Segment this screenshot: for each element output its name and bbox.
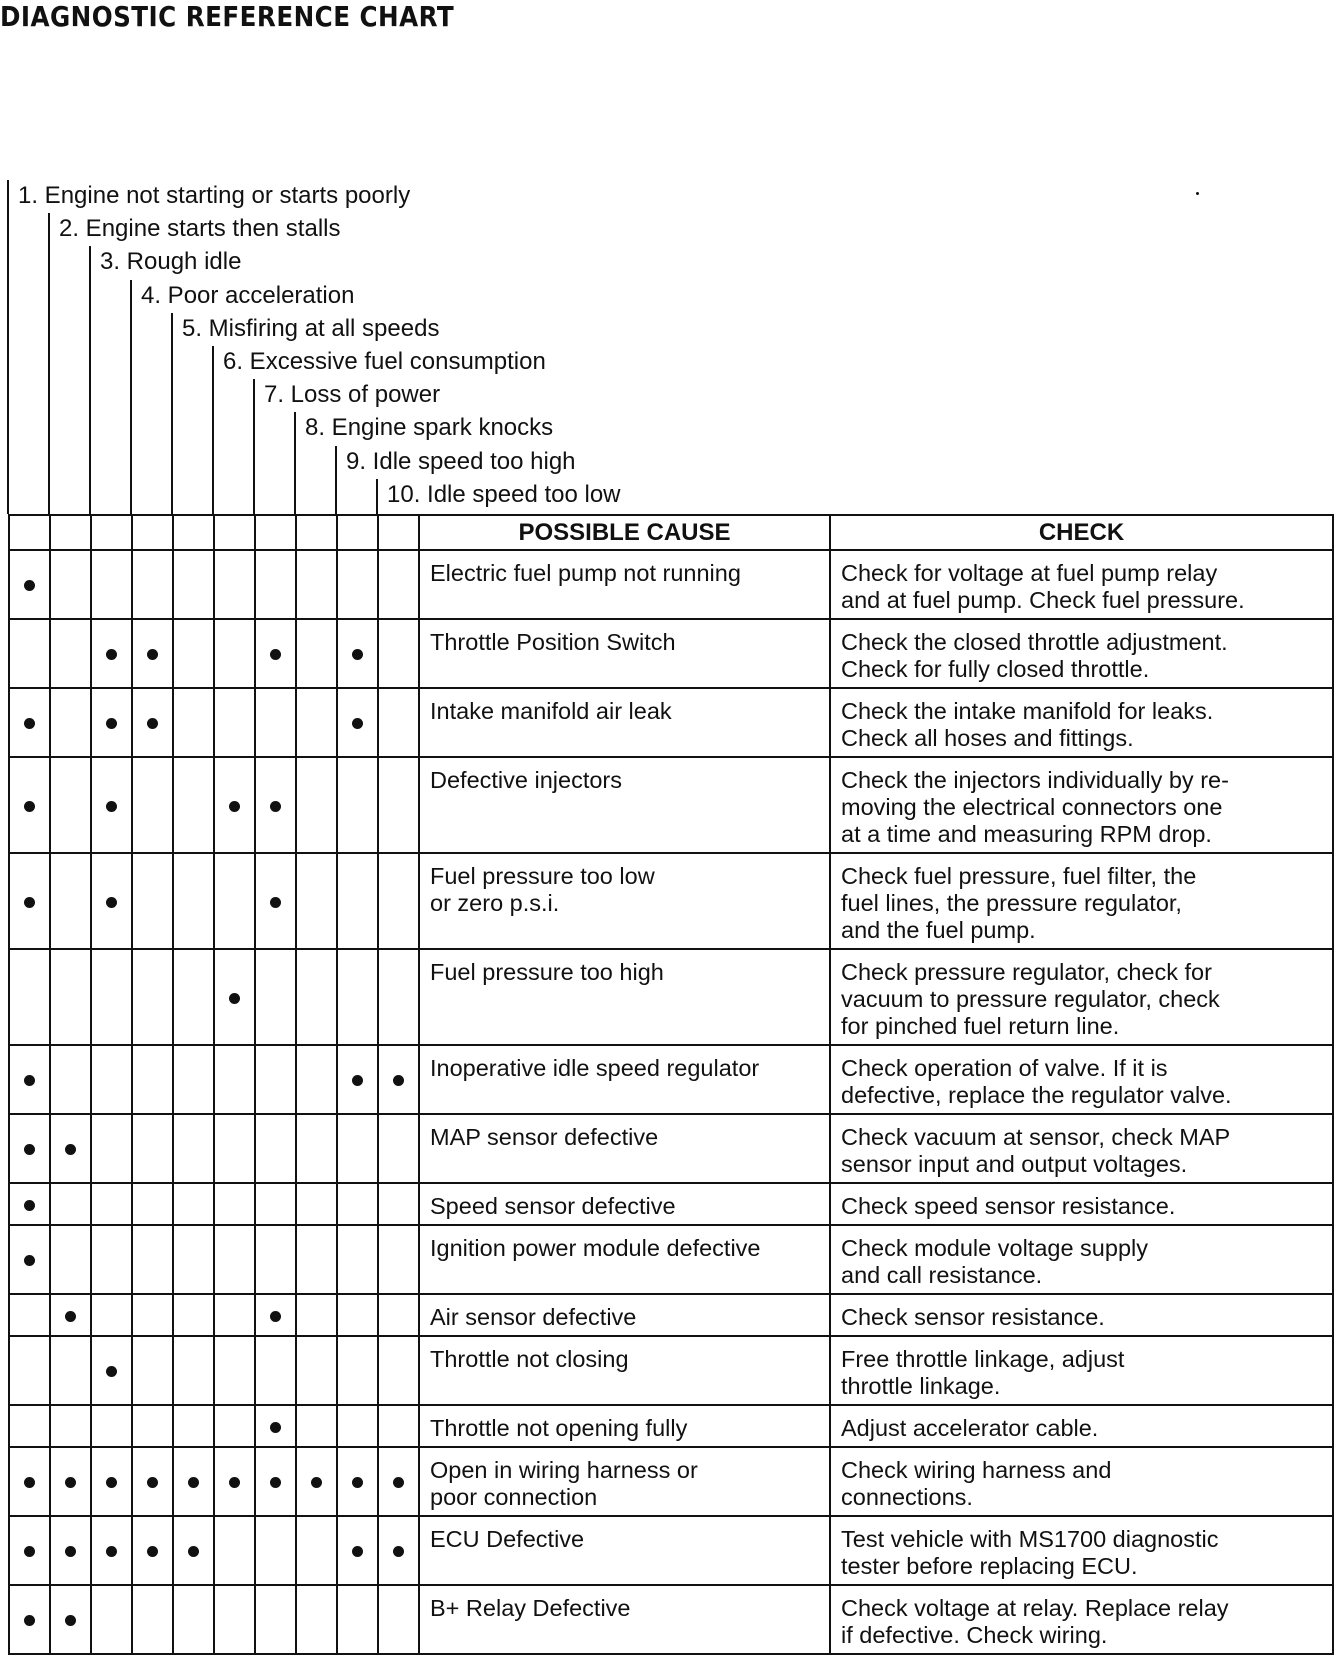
symptom-label: 4. Poor acceleration	[141, 281, 355, 309]
bullet-mark	[65, 1546, 76, 1557]
symptom-cell	[296, 550, 337, 619]
bullet-mark	[393, 1075, 404, 1086]
symptom-cell	[378, 1585, 419, 1654]
table-row	[9, 1336, 1333, 1405]
symptom-header-cell	[91, 515, 132, 550]
symptom-cell	[173, 1294, 214, 1336]
symptom-cell	[173, 757, 214, 853]
check-cell: Check speed sensor resistance.	[830, 1183, 1333, 1225]
symptom-column-rule	[171, 313, 173, 514]
symptom-cell	[173, 1447, 214, 1516]
symptom-cell	[337, 949, 378, 1045]
symptom-cell	[214, 1183, 255, 1225]
symptom-cell	[296, 1447, 337, 1516]
table-row	[9, 1516, 1333, 1585]
symptom-cell	[337, 688, 378, 757]
symptom-cell	[132, 1585, 173, 1654]
symptom-cell	[173, 949, 214, 1045]
symptom-cell	[91, 757, 132, 853]
bullet-mark	[24, 1477, 35, 1488]
symptom-cell	[9, 550, 50, 619]
symptom-cell	[337, 1183, 378, 1225]
symptom-cell	[255, 949, 296, 1045]
symptom-cell	[132, 550, 173, 619]
bullet-mark	[24, 1075, 35, 1086]
symptom-cell	[255, 1336, 296, 1405]
symptom-label: 9. Idle speed too high	[346, 447, 576, 475]
check-cell: Check the closed throttle adjustment. Check for fully closed throttle.	[830, 619, 1333, 688]
symptom-header-cell	[378, 515, 419, 550]
symptom-cell	[173, 1183, 214, 1225]
symptom-cell	[378, 550, 419, 619]
symptom-cell	[214, 1114, 255, 1183]
check-cell: Adjust accelerator cable.	[830, 1405, 1333, 1447]
bullet-mark	[352, 1477, 363, 1488]
symptom-column-rule	[376, 479, 378, 514]
possible-cause-cell: Throttle Position Switch	[419, 619, 830, 688]
symptom-cell	[378, 1336, 419, 1405]
symptom-cell	[337, 1294, 378, 1336]
symptom-cell	[91, 550, 132, 619]
possible-cause-cell: Fuel pressure too high	[419, 949, 830, 1045]
bullet-mark	[24, 1144, 35, 1155]
bullet-mark	[229, 801, 240, 812]
symptom-cell	[9, 688, 50, 757]
symptom-cell	[91, 949, 132, 1045]
symptom-column-rule	[294, 412, 296, 514]
possible-cause-cell: Throttle not closing	[419, 1336, 830, 1405]
symptom-cell	[9, 949, 50, 1045]
table-row	[9, 1447, 1333, 1516]
table-row	[9, 550, 1333, 619]
symptom-cell	[50, 949, 91, 1045]
symptom-cell	[296, 757, 337, 853]
symptom-cell	[296, 1336, 337, 1405]
symptom-cell	[91, 619, 132, 688]
symptom-header-cell	[173, 515, 214, 550]
bullet-mark	[352, 1075, 363, 1086]
symptom-cell	[9, 853, 50, 949]
bullet-mark	[24, 580, 35, 591]
bullet-mark	[270, 1422, 281, 1433]
table-header-row	[9, 515, 1333, 550]
symptom-cell	[132, 1045, 173, 1114]
symptom-cell	[255, 688, 296, 757]
bullet-mark	[270, 897, 281, 908]
bullet-mark	[147, 1477, 158, 1488]
bullet-mark	[147, 1546, 158, 1557]
bullet-mark	[24, 1200, 35, 1211]
symptom-cell	[132, 1447, 173, 1516]
symptom-cell	[132, 1114, 173, 1183]
symptom-cell	[9, 1447, 50, 1516]
symptom-cell	[9, 1585, 50, 1654]
symptom-cell	[9, 1405, 50, 1447]
symptom-cell	[91, 1114, 132, 1183]
symptom-cell	[214, 949, 255, 1045]
symptom-cell	[378, 949, 419, 1045]
bullet-mark	[188, 1477, 199, 1488]
symptom-cell	[50, 1114, 91, 1183]
symptom-cell	[132, 853, 173, 949]
symptom-label: 10. Idle speed too low	[387, 480, 621, 508]
symptom-cell	[173, 1585, 214, 1654]
symptom-cell	[337, 757, 378, 853]
check-cell: Check vacuum at sensor, check MAP sensor input and output voltages.	[830, 1114, 1333, 1183]
bullet-mark	[24, 1546, 35, 1557]
symptom-cell	[173, 1516, 214, 1585]
symptom-cell	[173, 619, 214, 688]
symptom-cell	[214, 619, 255, 688]
symptom-cell	[9, 1045, 50, 1114]
symptom-header-cell	[296, 515, 337, 550]
symptom-cell	[214, 1336, 255, 1405]
symptom-cell	[91, 1045, 132, 1114]
symptom-cell	[9, 1516, 50, 1585]
symptom-header-cell	[214, 515, 255, 550]
symptom-cell	[296, 688, 337, 757]
possible-cause-cell: Inoperative idle speed regulator	[419, 1045, 830, 1114]
diagnostic-table	[8, 514, 1334, 1655]
symptom-cell	[9, 1183, 50, 1225]
symptom-cell	[296, 1585, 337, 1654]
symptom-cell	[337, 1405, 378, 1447]
symptom-cell	[337, 853, 378, 949]
table-row	[9, 1585, 1333, 1654]
symptom-cell	[214, 1294, 255, 1336]
bullet-mark	[188, 1546, 199, 1557]
bullet-mark	[393, 1546, 404, 1557]
symptom-cell	[214, 1585, 255, 1654]
symptom-cell	[50, 1585, 91, 1654]
symptom-column-rule	[212, 346, 214, 514]
symptom-cell	[173, 688, 214, 757]
symptom-cell	[173, 1336, 214, 1405]
symptom-cell	[9, 1336, 50, 1405]
symptom-cell	[50, 1405, 91, 1447]
symptom-cell	[214, 1045, 255, 1114]
symptom-cell	[91, 688, 132, 757]
possible-cause-cell: ECU Defective	[419, 1516, 830, 1585]
symptom-cell	[255, 1225, 296, 1294]
symptom-column-rule	[48, 213, 50, 514]
symptom-cell	[132, 619, 173, 688]
symptom-cell	[296, 949, 337, 1045]
symptom-cell	[255, 550, 296, 619]
bullet-mark	[24, 718, 35, 729]
symptom-cell	[337, 1114, 378, 1183]
symptom-cell	[378, 1294, 419, 1336]
page-title: DIAGNOSTIC REFERENCE CHART	[0, 0, 455, 33]
possible-cause-cell: Open in wiring harness or poor connection	[419, 1447, 830, 1516]
bullet-mark	[65, 1615, 76, 1626]
check-cell: Check the injectors individually by re- moving the electrical connectors one at a time and measuring RPM drop.	[830, 757, 1333, 853]
bullet-mark	[24, 1615, 35, 1626]
check-cell: Check operation of valve. If it is defective, replace the regulator valve.	[830, 1045, 1333, 1114]
symptom-cell	[337, 1585, 378, 1654]
bullet-mark	[270, 801, 281, 812]
symptom-cell	[214, 1447, 255, 1516]
table-row	[9, 1045, 1333, 1114]
symptom-cell	[378, 1516, 419, 1585]
symptom-cell	[173, 1045, 214, 1114]
symptom-label: 2. Engine starts then stalls	[59, 215, 341, 243]
symptom-cell	[91, 1447, 132, 1516]
symptom-cell	[132, 949, 173, 1045]
bullet-mark	[24, 801, 35, 812]
symptom-cell	[9, 619, 50, 688]
symptom-cell	[9, 1114, 50, 1183]
symptom-cell	[173, 1225, 214, 1294]
symptom-cell	[255, 757, 296, 853]
bullet-mark	[106, 1366, 117, 1377]
symptom-cell	[337, 550, 378, 619]
possible-cause-cell: Fuel pressure too low or zero p.s.i.	[419, 853, 830, 949]
symptom-label: 6. Excessive fuel consumption	[223, 348, 546, 375]
possible-cause-cell: Speed sensor defective	[419, 1183, 830, 1225]
symptom-cell	[173, 1405, 214, 1447]
symptom-cell	[255, 1585, 296, 1654]
bullet-mark	[106, 1477, 117, 1488]
check-cell: Check for voltage at fuel pump relay and at fuel pump. Check fuel pressure.	[830, 550, 1333, 619]
bullet-mark	[106, 649, 117, 660]
bullet-mark	[229, 1477, 240, 1488]
symptom-cell	[91, 1336, 132, 1405]
symptom-cell	[132, 1405, 173, 1447]
bullet-mark	[229, 993, 240, 1004]
symptom-cell	[255, 1183, 296, 1225]
symptom-cell	[132, 1183, 173, 1225]
symptom-cell	[296, 1405, 337, 1447]
table-row	[9, 1225, 1333, 1294]
symptom-cell	[337, 1516, 378, 1585]
symptom-column-rule	[335, 446, 337, 514]
symptom-cell	[50, 757, 91, 853]
symptom-header-cell	[255, 515, 296, 550]
symptom-cell	[214, 688, 255, 757]
symptom-column-rule	[130, 280, 132, 514]
symptom-cell	[378, 1447, 419, 1516]
symptom-header-cell	[9, 515, 50, 550]
symptom-cell	[132, 1516, 173, 1585]
bullet-mark	[270, 1477, 281, 1488]
symptom-column-rule	[7, 180, 9, 514]
symptom-cell	[296, 853, 337, 949]
symptom-cell	[255, 1294, 296, 1336]
symptom-header-cell	[132, 515, 173, 550]
bullet-mark	[65, 1144, 76, 1155]
bullet-mark	[270, 1311, 281, 1322]
symptom-cell	[50, 619, 91, 688]
symptom-cell	[132, 1336, 173, 1405]
bullet-mark	[147, 718, 158, 729]
bullet-mark	[311, 1477, 322, 1488]
symptom-cell	[214, 757, 255, 853]
possible-cause-cell: Air sensor defective	[419, 1294, 830, 1336]
symptom-label: 5. Misfiring at all speeds	[182, 314, 440, 342]
symptom-cell	[378, 1114, 419, 1183]
symptom-cell	[91, 1585, 132, 1654]
symptom-label: 1. Engine not starting or starts poorly	[18, 182, 411, 209]
symptom-label: 7. Loss of power	[264, 381, 441, 409]
symptom-cell	[378, 1225, 419, 1294]
possible-cause-cell: MAP sensor defective	[419, 1114, 830, 1183]
symptom-cell	[378, 619, 419, 688]
symptom-cell	[214, 550, 255, 619]
symptom-cell	[296, 1516, 337, 1585]
symptom-label: 3. Rough idle	[100, 248, 242, 276]
bullet-mark	[106, 897, 117, 908]
symptom-column-rule	[253, 379, 255, 514]
bullet-mark	[147, 649, 158, 660]
symptom-cell	[214, 1516, 255, 1585]
stray-mark	[1196, 192, 1199, 195]
symptom-cell	[50, 1183, 91, 1225]
bullet-mark	[106, 718, 117, 729]
symptom-cell	[255, 1516, 296, 1585]
bullet-mark	[65, 1477, 76, 1488]
symptom-cell	[296, 1225, 337, 1294]
check-cell: Check the intake manifold for leaks. Check all hoses and fittings.	[830, 688, 1333, 757]
check-cell: Check pressure regulator, check for vacuum to pressure regulator, check for pinched fuel return line.	[830, 949, 1333, 1045]
symptom-cell	[173, 853, 214, 949]
check-cell: Check sensor resistance.	[830, 1294, 1333, 1336]
check-cell: Free throttle linkage, adjust throttle linkage.	[830, 1336, 1333, 1405]
symptom-cell	[91, 1294, 132, 1336]
table-row	[9, 853, 1333, 949]
symptom-cell	[132, 1225, 173, 1294]
symptom-label: 8. Engine spark knocks	[305, 414, 554, 442]
symptom-cell	[50, 1294, 91, 1336]
symptom-cell	[91, 853, 132, 949]
symptom-cell	[50, 550, 91, 619]
symptom-cell	[255, 853, 296, 949]
symptom-cell	[296, 1114, 337, 1183]
symptom-cell	[378, 688, 419, 757]
symptom-cell	[378, 853, 419, 949]
table-row	[9, 1294, 1333, 1336]
table-row	[9, 1183, 1333, 1225]
symptom-cell	[378, 1183, 419, 1225]
symptom-cell	[91, 1183, 132, 1225]
symptom-cell	[132, 688, 173, 757]
symptom-cell	[9, 1225, 50, 1294]
check-header: CHECK	[830, 515, 1333, 550]
check-cell: Check voltage at relay. Replace relay if defective. Check wiring.	[830, 1585, 1333, 1654]
symptom-cell	[50, 688, 91, 757]
possible-cause-cell: Throttle not opening fully	[419, 1405, 830, 1447]
possible-cause-cell: Defective injectors	[419, 757, 830, 853]
symptom-cell	[378, 1405, 419, 1447]
symptom-cell	[337, 619, 378, 688]
bullet-mark	[352, 718, 363, 729]
symptom-cell	[296, 1045, 337, 1114]
symptom-cell	[91, 1516, 132, 1585]
symptom-cell	[50, 853, 91, 949]
symptom-cell	[337, 1045, 378, 1114]
symptom-cell	[214, 853, 255, 949]
table-row	[9, 949, 1333, 1045]
symptom-cell	[214, 1405, 255, 1447]
symptom-cell	[91, 1225, 132, 1294]
symptom-cell	[132, 1294, 173, 1336]
bullet-mark	[106, 1546, 117, 1557]
symptom-cell	[255, 1405, 296, 1447]
bullet-mark	[106, 801, 117, 812]
bullet-mark	[24, 1255, 35, 1266]
symptom-cell	[296, 619, 337, 688]
bullet-mark	[65, 1311, 76, 1322]
possible-cause-cell: B+ Relay Defective	[419, 1585, 830, 1654]
check-cell: Test vehicle with MS1700 diagnostic tester before replacing ECU.	[830, 1516, 1333, 1585]
symptom-header-cell	[50, 515, 91, 550]
symptom-cell	[173, 1114, 214, 1183]
check-cell: Check module voltage supply and call resistance.	[830, 1225, 1333, 1294]
bullet-mark	[270, 649, 281, 660]
symptom-cell	[50, 1516, 91, 1585]
symptom-cell	[132, 757, 173, 853]
symptom-cell	[9, 757, 50, 853]
symptom-cell	[9, 1294, 50, 1336]
bullet-mark	[24, 897, 35, 908]
table-row	[9, 619, 1333, 688]
symptom-cell	[337, 1336, 378, 1405]
table-row	[9, 1405, 1333, 1447]
symptom-cell	[214, 1225, 255, 1294]
symptom-cell	[255, 1114, 296, 1183]
symptom-cell	[296, 1183, 337, 1225]
symptom-cell	[91, 1405, 132, 1447]
check-cell: Check wiring harness and connections.	[830, 1447, 1333, 1516]
possible-cause-cell: Intake manifold air leak	[419, 688, 830, 757]
bullet-mark	[352, 649, 363, 660]
symptom-cell	[378, 757, 419, 853]
symptom-cell	[50, 1045, 91, 1114]
symptom-cell	[337, 1447, 378, 1516]
possible-cause-header: POSSIBLE CAUSE	[419, 515, 830, 550]
bullet-mark	[393, 1477, 404, 1488]
symptom-cell	[255, 1045, 296, 1114]
symptom-cell	[255, 619, 296, 688]
symptom-cell	[50, 1336, 91, 1405]
symptom-cell	[296, 1294, 337, 1336]
bullet-mark	[352, 1546, 363, 1557]
symptom-header-cell	[337, 515, 378, 550]
symptom-column-rule	[89, 246, 91, 514]
possible-cause-cell: Ignition power module defective	[419, 1225, 830, 1294]
table-row	[9, 688, 1333, 757]
symptom-cell	[173, 550, 214, 619]
symptom-cell	[337, 1225, 378, 1294]
table-row	[9, 757, 1333, 853]
symptom-cell	[50, 1447, 91, 1516]
possible-cause-cell: Electric fuel pump not running	[419, 550, 830, 619]
symptom-cell	[255, 1447, 296, 1516]
check-cell: Check fuel pressure, fuel filter, the fuel lines, the pressure regulator, and the fuel pump.	[830, 853, 1333, 949]
symptom-cell	[378, 1045, 419, 1114]
table-row	[9, 1114, 1333, 1183]
symptom-cell	[50, 1225, 91, 1294]
